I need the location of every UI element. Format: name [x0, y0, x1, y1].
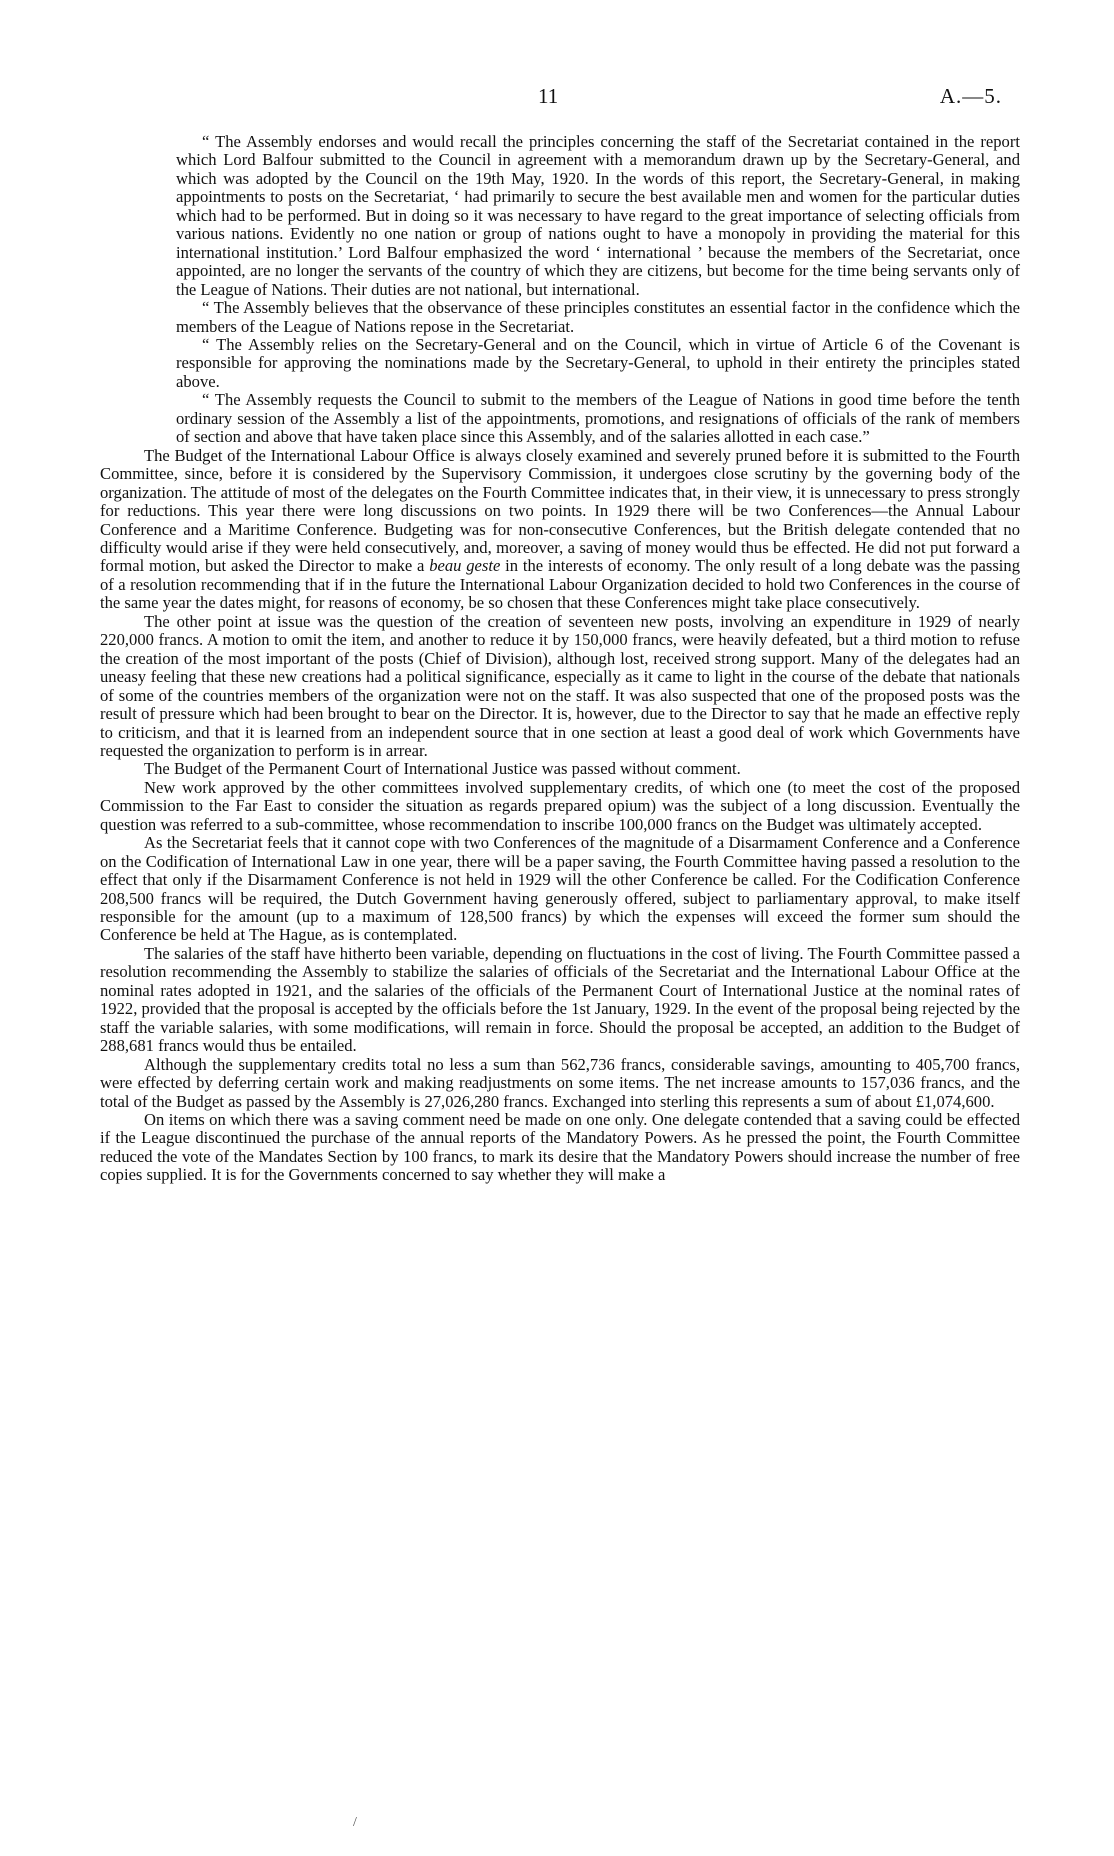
paragraph: The salaries of the staff have hitherto been variable, depending on fluctuations in the cost of living. The Fourth Committee passed a resolution recommending the Assembly to stabilize the salaries of officials of the Secretariat and the International Labour Office at the nominal rates adopted in 1921, and the salaries of the officials of the Permanent Court of International Justice at the nominal rates of 1922, provided that the proposal is accepted by the officials before the 1st January, 1929. In the event of the proposal being rejected by the staff the variable salaries, with some modifications, will remain in force. Should the proposal be accepted, an addition to the Budget of 288,681 francs would thus be entailed. [100, 943, 1020, 1056]
assembly-resolution-quote [100, 133, 1020, 447]
paragraph-ilo-budget [100, 447, 1020, 613]
quote-paragraph: “ The Assembly requests the Council to submit to the members of the League of Nations in good time before the tenth ordinary session of the Assembly a list of the appointments, promotions, and resignations of officials of the rank of members of section and above that have taken place since this Assembly, and of the salaries allotted in each case.” [176, 390, 1020, 447]
paragraph: New work approved by the other committees involved supplementary credits, of which one (to meet the cost of the proposed Commission to the Far East to consider the situation as regards prepared opium) was the subject of a long discussion. Eventually the question was referred to a sub-committee, whose recommendation to inscribe 100,000 francs on the Budget was ultimately accepted. [100, 777, 1020, 834]
stray-mark: / [353, 1815, 357, 1830]
paragraph: Although the supplementary credits total no less a sum than 562,736 francs, considerable savings, amounting to 405,700 francs, were effected by deferring certain work and making readjustments on some items. The net increase amounts to 157,036 francs, and the total of the Budget as passed by the Assembly is 27,026,280 francs. Exchanged into sterling this represents a sum of about £1,074,600. [100, 1054, 1020, 1111]
page-number: 11 [538, 84, 559, 108]
paragraph: On items on which there was a saving comment need be made on one only. One delegate contended that a saving could be effected if the League discontinued the purchase of the annual reports of the Mandatory Powers. As he pressed the point, the Fourth Committee reduced the vote of the Mandates Section by 100 francs, to mark its desire that the Mandatory Powers should increase the number of free copies supplied. It is for the Governments concerned to say whether they will make a [100, 1110, 1020, 1185]
quote-paragraph: “ The Assembly relies on the Secretary-General and on the Council, which in virtue of Article 6 of the Covenant is responsible for approving the nominations made by the Secretary-General, to uphold in their entirety the principles stated above. [176, 334, 1020, 391]
paragraph: As the Secretariat feels that it cannot cope with two Conferences of the magnitude of a Disarmament Conference and a Conference on the Codification of International Law in one year, there will be a paper saving, the Fourth Committee having passed a resolution to the effect that only if the Disarmament Conference is not held in 1929 will the other Conference be called. For the Codification Conference 208,500 francs will be required, the Dutch Government having generously offered, subject to parliamentary approval, to make itself responsible for the amount (up to a maximum of 128,500 francs) by which the expenses will exceed the former sum should the Conference be held at The Hague, as is contemplated. [100, 833, 1020, 945]
quote-paragraph: “ The Assembly believes that the observance of these principles constitutes an essential factor in the confidence which the members of the League of Nations repose in the Secretariat. [176, 298, 1020, 336]
document-reference: A.—5. [939, 84, 1002, 108]
page-header [0, 84, 1114, 108]
paragraph: The other point at issue was the question of the creation of seventeen new posts, involving an expenditure in 1929 of nearly 220,000 francs. A motion to omit the item, and another to reduce it by 150,000 francs, were heavily defeated, but a third motion to refuse the creation of the most important of the posts (Chief of Division), although lost, received strong support. Many of the delegates had an uneasy feeling that these new creations had a political significance, especially as it came to light in the course of the debate that nationals of some of the countries members of the organization were not on the staff. It was also suspected that one of the proposed posts was the result of pressure which had been brought to bear on the Director. It is, however, due to the Director to say that he made an effective reply to criticism, and that it is learned from an independent source that in one section at least a good deal of work which Governments have requested the organization to perform is in arrear. [100, 611, 1020, 760]
text-run: The Budget of the International Labour Office is always closely examined and severely pruned before it is submitted to the Fourth Committee, since, before it is considered by the Supervisory Commission, it undergoes close scrutiny by the governing body of the organization. The attitude of most of the delegates on the Fourth Committee indicates that, in their view, it is unnecessary to press strongly for reductions. This year there were long discussions on two points. In 1929 there will be two Conferences—the Annual Labour Conference and a Maritime Conference. Budgeting was for non-consecutive Conferences, but the British delegate contended that no difficulty would arise if they were held consecutively, and, moreover, a saving of money would thus be effected. He did not put forward a formal motion, but asked the Director to make a [100, 445, 1020, 576]
italic-phrase: beau geste [429, 556, 501, 576]
text-run: in the interests of economy. The only result of a long debate was the passing of a resolution recommending that if in the future the International Labour Organization decided to hold two Conferences in the course of the same year the dates might, for reasons of economy, be so chosen that these Conferences might take place consecutively. [100, 556, 1021, 613]
quote-paragraph: “ The Assembly endorses and would recall the principles concerning the staff of the Secretariat contained in the report which Lord Balfour submitted to the Council in agreement with a memorandum drawn up by the Secretary-General, and which was adopted by the Council on the 19th May, 1920. In the words of this report, the Secretary-General, in making appointments to posts on the Secretariat, ‘ had primarily to secure the best available men and women for the particular duties which had to be performed. But in doing so it was necessary to have regard to the great importance of selecting officials from various nations. Evidently no one nation or group of nations ought to have a monopoly in providing the material for this international institution.’ Lord Balfour emphasized the word ‘ international ’ because the members of the Secretariat, once appointed, are no longer the servants of the country of which they are citizens, but become for the time being servants only of the League of Nations. Their duties are not national, but international. [176, 132, 1020, 299]
body-text [100, 133, 1020, 1185]
paragraph: The Budget of the Permanent Court of International Justice was passed without comment. [144, 759, 741, 779]
